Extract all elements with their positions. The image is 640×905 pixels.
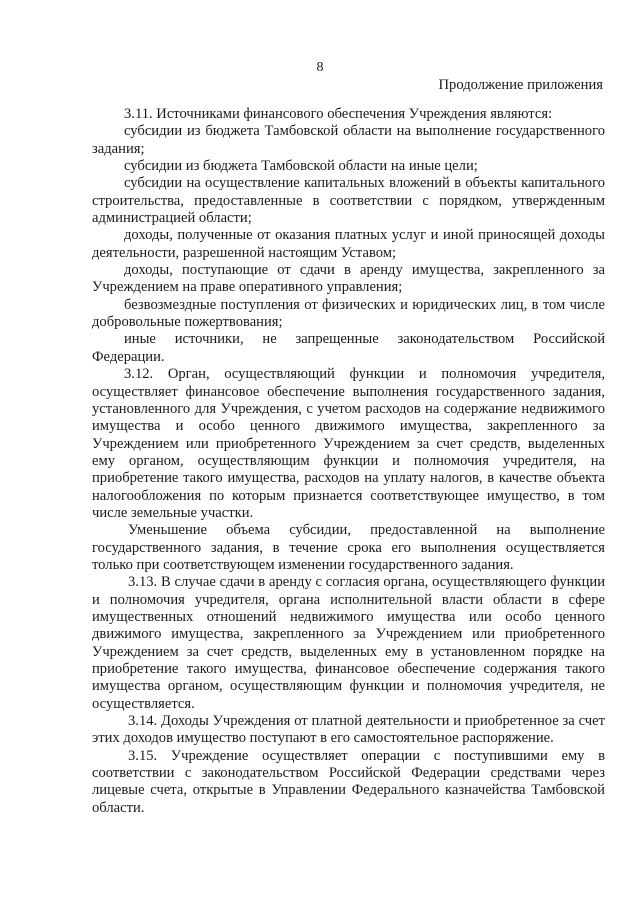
paragraph-paid-services: доходы, полученные от оказания платных услуг и иной приносящей доходы деятельности, разрешенной настоящим Уставом;	[92, 227, 605, 261]
continuation-note: Продолжение приложения	[438, 77, 603, 93]
paragraph-subsidy-capital: субсидии на осуществление капитальных вложений в объекты капитального строительства, предоставленные в соответствии с порядком, утвержденным администрацией области;	[92, 175, 605, 227]
paragraph-3-11: 3.11. Источниками финансового обеспечения Учреждения являются:	[124, 106, 553, 122]
paragraph-rent-income: доходы, поступающие от сдачи в аренду имущества, закрепленного за Учреждением на праве оперативного управления;	[92, 262, 605, 296]
paragraph-3-14: 3.14. Доходы Учреждения от платной деятельности и приобретенное за счет этих доходов имущество поступают в его самостоятельное распоряжение.	[92, 713, 605, 747]
paragraph-subsidy-state-task: субсидии из бюджета Тамбовской области на выполнение государственного задания;	[92, 123, 605, 157]
paragraph-donations: безвозмездные поступления от физических и юридических лиц, в том числе добровольные пожертвования;	[92, 296, 605, 331]
paragraph-3-15: 3.15. Учреждение осуществляет операции с поступившими ему в соответствии с законодательством Российской Федерации средствами через лицевые счета, открытые в Управлении Федерального казначейства Тамбовской области.	[92, 747, 605, 816]
paragraph-subsidy-other: субсидии из бюджета Тамбовской области на иные цели;	[124, 158, 478, 175]
paragraph-other-sources: иные источники, не запрещенные законодательством Российской Федерации.	[92, 331, 605, 365]
paragraph-subsidy-reduction: Уменьшение объема субсидии, предоставленной на выполнение государственного задания, в течение срока его выполнения осуществляется только при соответствующем изменении государственного задания.	[92, 522, 605, 573]
page-number: 8	[316, 60, 324, 75]
paragraph-3-12: 3.12. Орган, осуществляющий функции и полномочия учредителя, осуществляет финансовое обеспечение выполнения государственного задания, установленного для Учреждения, с учетом расходов на содержание недвижимого имущества и особо ценного движимого имущества, закрепленного за Учреждением или приобретенного Учреждением за счет средств, выделенных ему органом, осуществляющим функции и полномочия учредителя, на приобретение такого имущества, расходов на уплату налогов, в качестве объекта налогообложения по которым признается соответствующее имущество, в том числе земельные участки.	[92, 366, 605, 521]
document-body	[92, 106, 605, 817]
paragraph-3-13: 3.13. В случае сдачи в аренду с согласия органа, осуществляющего функции и полномочия учредителя, органа исполнительной власти области в сфере имущественных отношений недвижимого имущества или особо ценного движимого имущества, закрепленного за Учреждением или приобретенного Учреждением за счет средств, выделенных ему в установленном порядке на приобретение такого имущества, финансовое обеспечение содержания такого имущества органом, осуществляющим функции и полномочия учредителя, не осуществляется.	[92, 574, 605, 712]
